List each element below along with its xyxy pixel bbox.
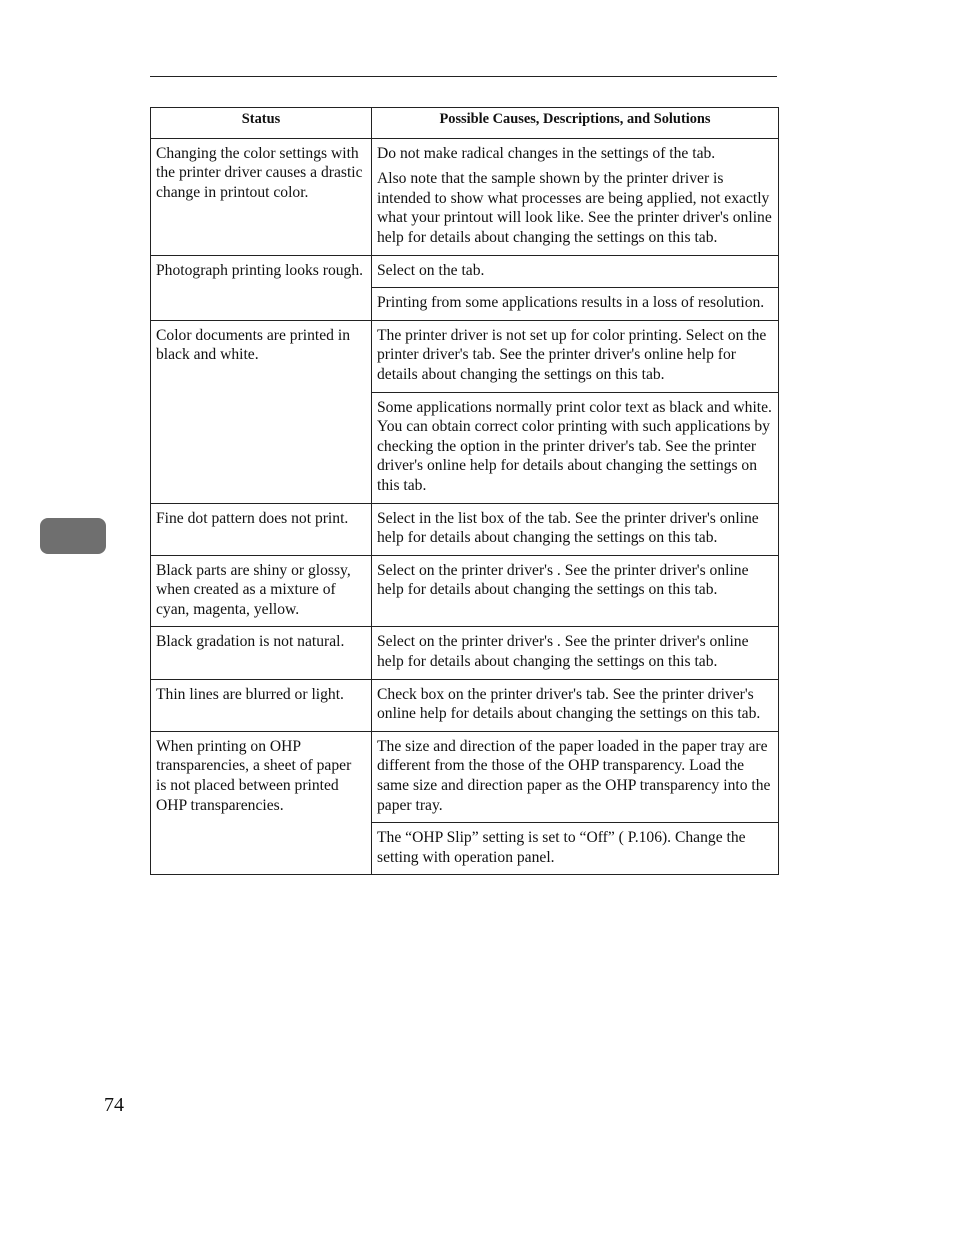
solution-text: Select in the list box of the tab. See the printer driver's online help for details about changing the settings on this tab. [377,509,759,547]
table-row [151,138,779,255]
solution-cell [372,823,779,875]
header-rule [150,76,777,77]
solution-cell [372,392,779,503]
table-row [151,503,779,555]
solution-cell [372,138,779,255]
status-cell: When printing on OHP transparencies, a sheet of paper is not placed between printed OHP transparencies. [151,731,372,875]
solution-text: The “OHP Slip” setting is set to “Off” ( P.106). Change the setting with operation panel. [377,829,746,866]
table-row [151,679,779,731]
status-cell: Color documents are printed in black and white. [151,320,372,503]
table-row [151,255,779,288]
solution-cell [372,288,779,321]
solution-text: The printer driver is not set up for color printing. Select on the printer driver's tab. See the printer driver's online help for details about changing the settings on this tab. [377,326,767,383]
solution-cell [372,255,779,288]
solution-text: Also note that the sample shown by the printer driver is intended to show what processes are being applied, not exactly what your printout will look like. See the printer driver's online help for details about changing the settings on this tab. [377,170,772,246]
status-column-header: Status [151,108,372,139]
table-row [151,731,779,822]
solution-text: Printing from some applications results in a loss of resolution. [377,294,765,312]
solution-text: Check box on the printer driver's tab. See the printer driver's online help for details about changing the settings on this tab. [377,685,761,723]
solution-cell [372,679,779,731]
table-header-row [151,108,779,139]
solution-text: Select on the tab. [377,261,485,279]
solution-text: Select on the printer driver's . See the printer driver's online help for details about changing the settings on this tab. [377,561,749,599]
solution-text: The size and direction of the paper loaded in the paper tray are different from the those of the OHP transparency. Load the same size and direction paper as the OHP transparency into the paper tray. [377,737,771,814]
troubleshooting-table [150,107,779,875]
table-row [151,555,779,627]
solution-cell [372,503,779,555]
status-cell: Photograph printing looks rough. [151,255,372,320]
status-cell: Changing the color settings with the printer driver causes a drastic change in printout color. [151,138,372,255]
causes-column-header: Possible Causes, Descriptions, and Solutions [372,108,779,139]
solution-cell [372,555,779,627]
chapter-tab-marker [40,518,106,554]
status-cell: Black parts are shiny or glossy, when created as a mixture of cyan, magenta, yellow. [151,555,372,627]
status-cell: Black gradation is not natural. [151,627,372,679]
page-number: 74 [104,1094,124,1116]
solution-cell [372,320,779,392]
status-cell: Thin lines are blurred or light. [151,679,372,731]
table-row [151,627,779,679]
solution-cell [372,731,779,822]
table-row [151,320,779,392]
status-cell: Fine dot pattern does not print. [151,503,372,555]
solution-cell [372,627,779,679]
solution-text: Do not make radical changes in the settings of the tab. [377,144,716,162]
solution-text: Select on the printer driver's . See the printer driver's online help for details about changing the settings on this tab. [377,633,749,671]
solution-text: Some applications normally print color text as black and white. You can obtain correct color printing with such applications by checking the option in the printer driver's tab. See the printer driver's online help for details about changing the settings on this tab. [377,398,772,494]
